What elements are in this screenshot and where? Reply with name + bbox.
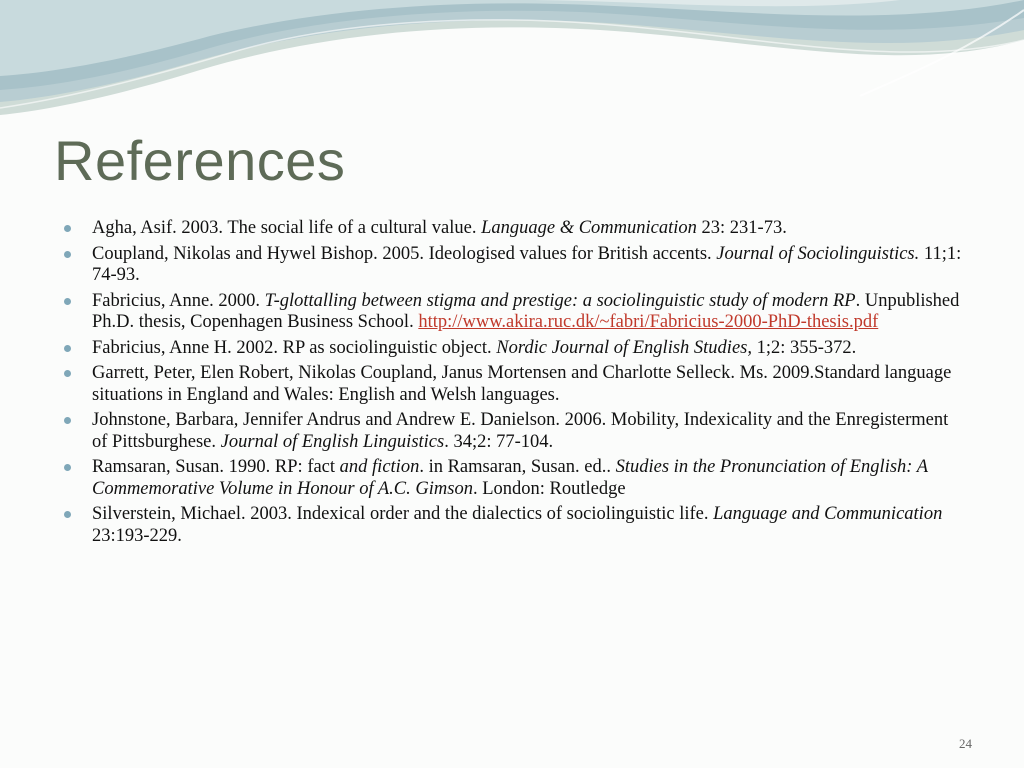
reference-source-title: Language & Communication — [481, 218, 697, 238]
reference-text: 1;2: 355-372. — [751, 337, 857, 358]
page-title: References — [54, 129, 346, 192]
reference-source-title: T-glottalling between stigma and prestige: a sociolinguistic study of modern RP — [264, 290, 856, 311]
header-wave-decoration — [0, 0, 1024, 130]
reference-text: Fabricius, Anne H. 2002. RP as sociolinguistic object. — [92, 337, 497, 358]
reference-item — [62, 363, 967, 406]
reference-text: . in Ramsaran, Susan. ed.. — [419, 457, 616, 477]
reference-text: Ramsaran, Susan. 1990. RP: fact — [92, 457, 340, 477]
reference-source-title: Language and Communication — [713, 504, 943, 524]
reference-item — [62, 457, 967, 500]
bullet-icon — [64, 225, 71, 232]
reference-text: Silverstein, Michael. 2003. Indexical order and the dialectics of sociolinguistic life. — [92, 504, 714, 524]
bullet-icon — [64, 345, 71, 352]
page-number: 24 — [959, 736, 972, 751]
reference-text: Fabricius, Anne. 2000. — [92, 290, 265, 311]
reference-source-title: Journal of English Linguistics — [220, 431, 445, 452]
reference-text: Johnstone, Barbara, Jennifer Andrus and Andrew E. Danielson. 2006. Mobility, Indexicality and the Enregisterment of Pittsburghese. — [92, 410, 949, 452]
reference-text: Garrett, Peter, Elen Robert, Nikolas Coupland, Janus Mortensen and Charlotte Selleck. Ms. 2009.Standard language situations in England and Wales: English and Welsh languages. — [92, 363, 952, 405]
reference-source-title: Nordic Journal of English Studies, — [496, 337, 752, 358]
reference-link[interactable]: http://www.akira.ruc.dk/~fabri/Fabricius-2000-PhD-thesis.pdf — [418, 312, 879, 332]
bullet-icon — [64, 251, 71, 258]
reference-item — [62, 218, 967, 240]
bullet-icon — [64, 417, 71, 424]
reference-text: Coupland, Nikolas and Hywel Bishop. 2005. Ideologised values for British accents. — [92, 243, 717, 264]
reference-text: . Unpublished Ph.D. thesis, Copenhagen Business School. — [92, 290, 960, 332]
reference-item — [62, 410, 967, 453]
reference-text: . 34;2: 77-104. — [444, 431, 554, 452]
reference-source-title: Studies in the Pronunciation of English: A Commemorative Volume in Honour of A.C. Gimson — [92, 457, 928, 499]
bullet-icon — [64, 370, 71, 377]
bullet-icon — [64, 464, 71, 471]
reference-text: 23:193-229. — [92, 525, 182, 546]
reference-text: Agha, Asif. 2003. The social life of a cultural value. — [92, 218, 482, 238]
references-list — [62, 218, 967, 551]
reference-text: 23: 231-73. — [696, 218, 787, 238]
bullet-icon — [64, 298, 71, 305]
reference-item — [62, 338, 967, 360]
reference-item — [62, 244, 967, 287]
reference-text: . London: Routledge — [472, 478, 626, 499]
reference-source-title: and fiction — [339, 457, 420, 477]
bullet-icon — [64, 511, 71, 518]
reference-text: 11;1: 74-93. — [92, 243, 962, 285]
reference-item — [62, 291, 967, 334]
reference-source-title: Journal of Sociolinguistics. — [716, 243, 920, 264]
reference-item — [62, 504, 967, 547]
